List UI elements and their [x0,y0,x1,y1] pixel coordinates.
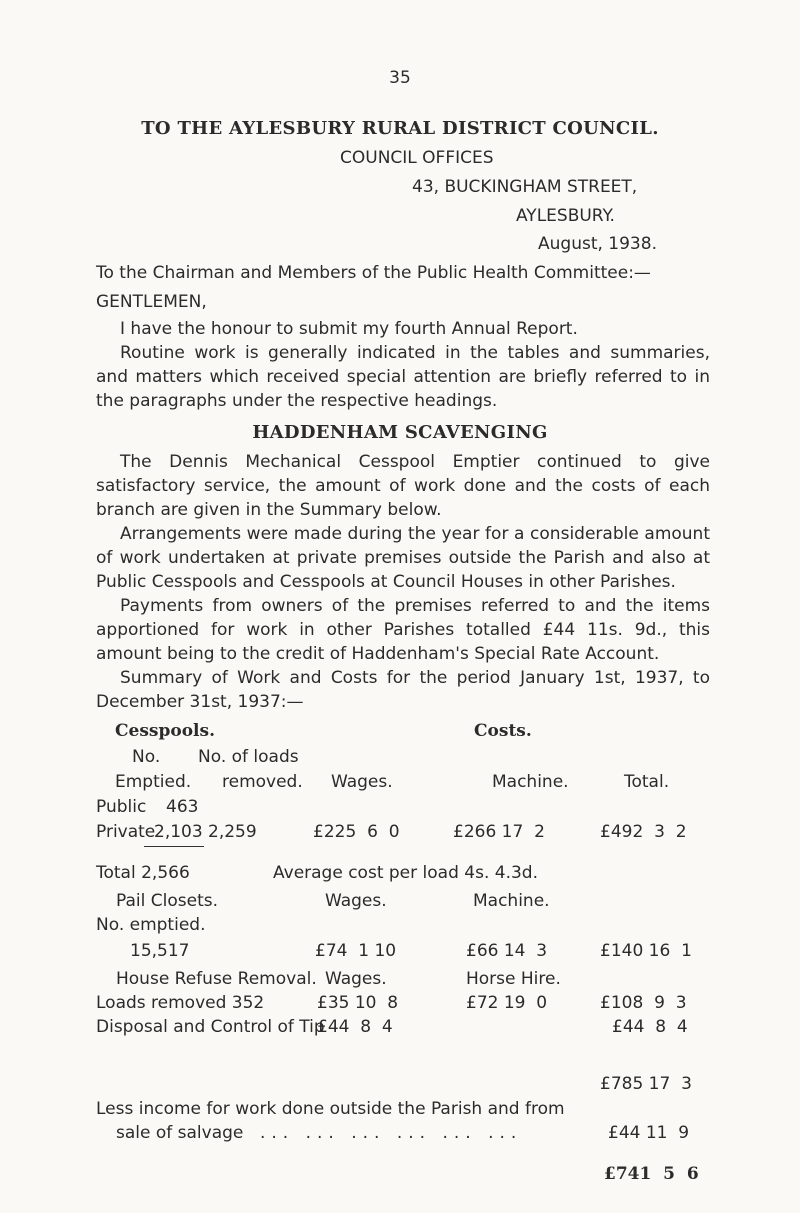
average-cost: Average cost per load 4s. 4.3d. [273,863,538,883]
section-paragraph: Arrangements were made during the year for a considerable amount of work undertaken at private premises outside the Parish and also at Public Cesspools and Cesspools at Council Houses in other Parishes. [96,524,710,592]
pail-machine: £66 14 3 [466,941,548,961]
pail-heading: Pail Closets. [116,891,218,911]
pail-machine-header: Machine. [473,891,550,911]
gross-total: £785 17 3 [600,1074,692,1094]
loads-removed: 2,259 [208,822,257,842]
divider [144,846,204,847]
col-machine: Machine. [492,772,569,792]
pail-wages: £74 1 10 [315,941,397,961]
col-no: No. [132,747,161,767]
refuse-loads: Loads removed 352 [96,993,265,1013]
private-count: 2,103 [154,822,203,842]
pail-count: 15,517 [130,941,190,961]
col-wages: Wages. [331,772,393,792]
report-heading: TO THE AYLESBURY RURAL DISTRICT COUNCIL. [141,118,659,139]
page-number: 35 [389,68,411,88]
col-total: Total. [624,772,670,792]
refuse-hire: £72 19 0 [466,993,548,1013]
net-total: £741 5 6 [604,1164,699,1184]
cesspool-wages: £225 6 0 [313,822,400,842]
section-paragraph: Summary of Work and Costs for the period January 1st, 1937, to December 31st, 1937:— [96,668,710,712]
less-income-line-2: sale of salvage [116,1123,244,1143]
pail-wages-header: Wages. [325,891,387,911]
refuse-total: £108 9 3 [600,993,687,1013]
cesspools-heading: Cesspools. [115,721,215,741]
address-line-2: 43, BUCKINGHAM STREET, [412,177,638,197]
less-income-amount: £44 11 9 [608,1123,690,1143]
costs-heading: Costs. [474,721,532,741]
salutation: To the Chairman and Members of the Public Health Committee:— [96,263,651,283]
section-paragraphs [96,450,710,714]
tip-total: £44 8 4 [612,1017,688,1037]
cesspool-machine: £266 17 2 [453,822,545,842]
intro-paragraph: Routine work is generally indicated in the tables and summaries, and matters which received special attention are briefly referred to in the paragraphs under the respective headings. [96,343,710,411]
col-removed: removed. [222,772,303,792]
refuse-hire-header: Horse Hire. [466,969,561,989]
public-label: Public [96,797,147,817]
refuse-wages-header: Wages. [325,969,387,989]
less-income-line-1: Less income for work done outside the Parish and from [96,1099,565,1119]
public-count: 463 [166,797,199,817]
pail-total: £140 16 1 [600,941,692,961]
section-paragraph: The Dennis Mechanical Cesspool Emptier continued to give satisfactory service, the amount of work done and the costs of each branch are given in the Summary below. [96,452,710,520]
gentlemen: GENTLEMEN, [96,292,207,312]
private-label: Private [96,822,156,842]
refuse-heading: House Refuse Removal. [116,969,317,989]
cesspool-total: £492 3 2 [600,822,687,842]
intro-paragraphs [96,317,710,413]
address-line-1: COUNCIL OFFICES [340,148,494,168]
col-emptied: Emptied. [115,772,192,792]
address-line-3: AYLESBURY. [516,206,615,226]
section-heading: HADDENHAM SCAVENGING [252,422,548,443]
leader-dots: ... ... ... ... ... ... [260,1123,523,1143]
pail-no-emptied: No. emptied. [96,915,206,935]
intro-paragraph: I have the honour to submit my fourth Annual Report. [120,319,578,339]
cesspool-total-count: Total 2,566 [96,863,190,883]
tip-label: Disposal and Control of Tip [96,1017,325,1037]
col-no-loads: No. of loads [198,747,299,767]
refuse-wages: £35 10 8 [317,993,399,1013]
section-paragraph: Payments from owners of the premises referred to and the items apportioned for work in other Parishes totalled £44 11s. 9d., this amount being to the credit of Haddenham's Special Rate Account. [96,596,710,664]
report-date: August, 1938. [538,234,657,254]
tip-wages: £44 8 4 [317,1017,393,1037]
